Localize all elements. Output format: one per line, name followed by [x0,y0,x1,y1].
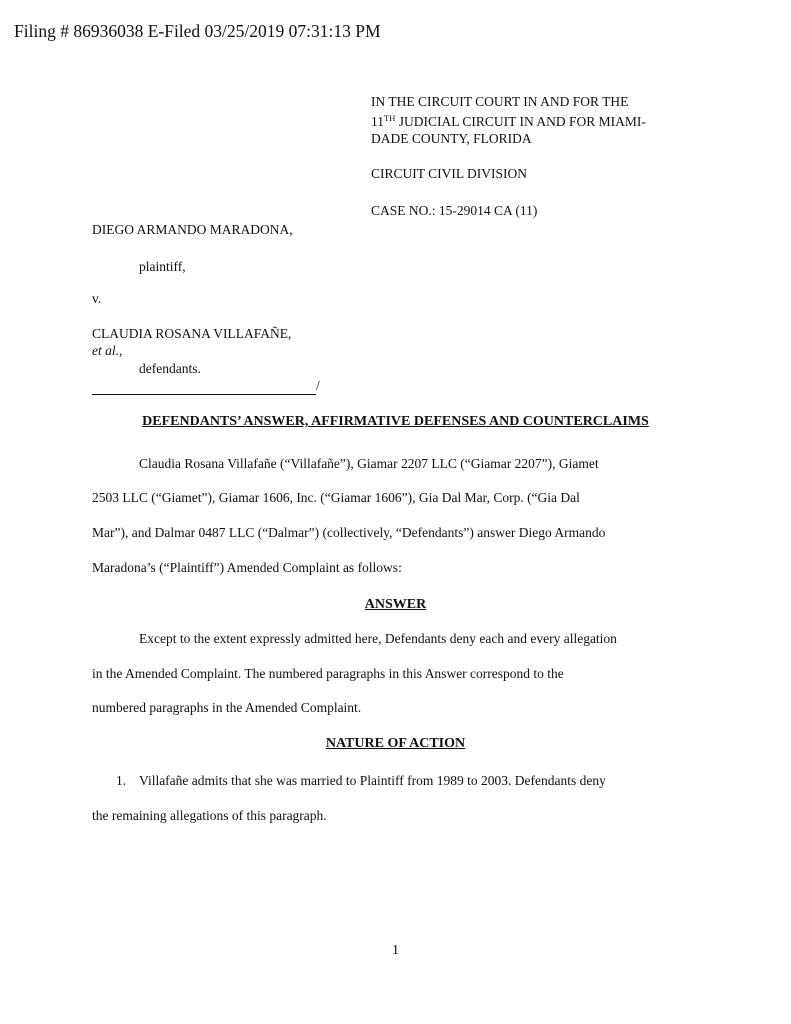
paragraph-1-line-2: the remaining allegations of this paragraph. [92,808,327,823]
plaintiff-role: plaintiff, [139,259,186,274]
defendant-et-al: et al., [92,343,123,358]
caption-slash: / [316,378,320,393]
nature-of-action-heading: NATURE OF ACTION [325,736,466,751]
intro-line-4: Maradona’s (“Plaintiff”) Amended Complaint as follows: [92,560,402,575]
defendant-role: defendants. [139,361,201,376]
court-line-3: DADE COUNTY, FLORIDA [371,131,532,146]
paragraph-1-line-1: Villafañe admits that she was married to Plaintiff from 1989 to 2003. Defendants deny [139,773,606,788]
filing-stamp: Filing # 86936038 E-Filed 03/25/2019 07:31:13 PM [14,21,381,41]
answer-heading: ANSWER [364,597,427,612]
answer-line-1: Except to the extent expressly admitted here, Defendants deny each and every allegation [139,631,617,646]
circuit-ordinal-suffix: TH [384,113,396,123]
versus: v. [92,291,102,306]
court-division: CIRCUIT CIVIL DIVISION [371,166,527,181]
document-title: DEFENDANTS’ ANSWER, AFFIRMATIVE DEFENSES AND COUNTERCLAIMS [142,414,649,429]
page-number: 1 [392,943,399,958]
intro-line-1: Claudia Rosana Villafañe (“Villafañe”), Giamar 2207 LLC (“Giamar 2207”), Giamet [139,456,599,471]
answer-line-3: numbered paragraphs in the Amended Complaint. [92,700,362,715]
court-line-2 [371,110,646,130]
court-line-1: IN THE CIRCUIT COURT IN AND FOR THE [371,94,629,109]
court-heading [371,93,646,147]
circuit-number: 11 [371,114,384,129]
plaintiff-name: DIEGO ARMANDO MARADONA, [92,222,293,237]
case-number: CASE NO.: 15-29014 CA (11) [371,203,538,218]
defendant-name: CLAUDIA ROSANA VILLAFAÑE, [92,326,292,341]
intro-line-2: 2503 LLC (“Giamet”), Giamar 1606, Inc. (“Giamar 1606”), Gia Dal Mar, Corp. (“Gia Dal [92,490,580,505]
answer-line-2: in the Amended Complaint. The numbered paragraphs in this Answer correspond to the [92,666,564,681]
caption-divider-line [92,394,316,395]
paragraph-number: 1. [116,773,127,788]
court-line-2-rest: JUDICIAL CIRCUIT IN AND FOR MIAMI- [395,114,646,129]
intro-line-3: Mar”), and Dalmar 0487 LLC (“Dalmar”) (collectively, “Defendants”) answer Diego Armando [92,525,606,540]
